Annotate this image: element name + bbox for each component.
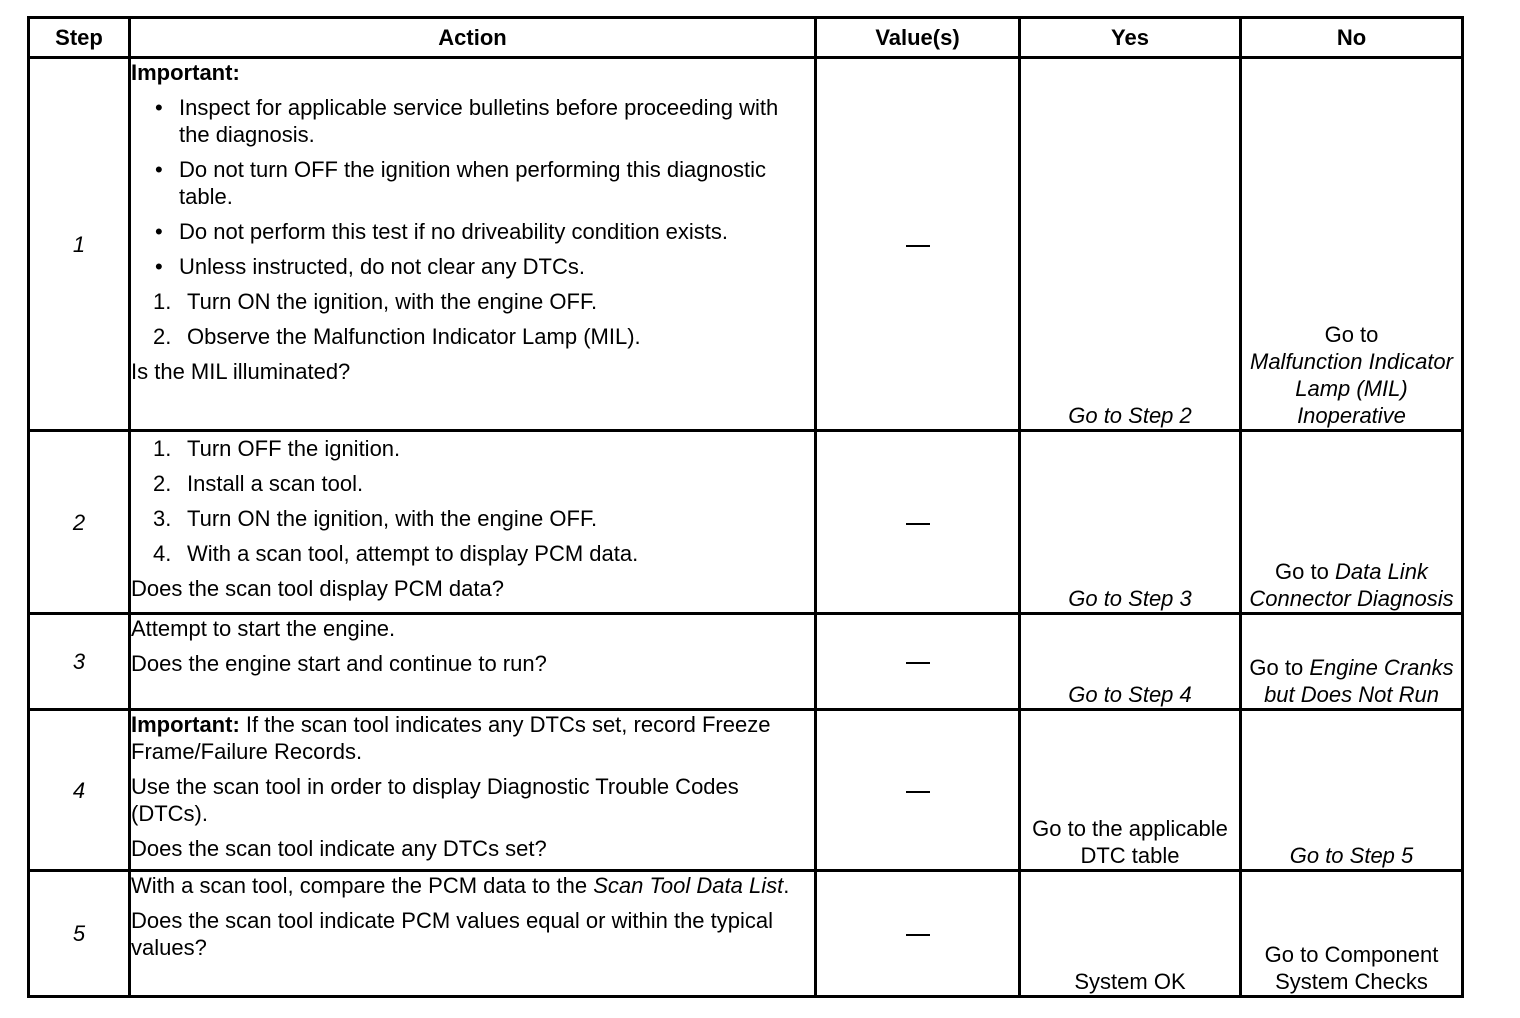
- yes-cell: Go to Step 4: [1020, 614, 1241, 710]
- procedure-step: 2. Install a scan tool.: [153, 471, 364, 496]
- value-cell: [816, 710, 1020, 871]
- no-cell: Go to Step 5: [1241, 710, 1463, 871]
- yes-cell: Go to Step 2: [1020, 58, 1241, 431]
- procedure-steps: [131, 435, 814, 567]
- header-yes: Yes: [1020, 18, 1241, 58]
- action-cell: [130, 58, 816, 431]
- table-row: [29, 614, 1463, 710]
- table-row: [29, 710, 1463, 871]
- action-cell: [130, 614, 816, 710]
- no-link: Malfunction Indicator Lamp (MIL) Inoperative: [1250, 349, 1453, 428]
- dash: [906, 934, 930, 936]
- table-row: [29, 58, 1463, 431]
- no-cell: Go to Engine Cranks but Does Not Run: [1241, 614, 1463, 710]
- action-cell: [130, 431, 816, 614]
- important-note: Important: If the scan tool indicates any DTCs set, record Freeze Frame/Failure Records.: [131, 712, 771, 764]
- dash: [906, 662, 930, 664]
- question: Does the scan tool indicate PCM values equal or within the typical values?: [131, 908, 774, 960]
- step-number: 2: [29, 431, 130, 614]
- action-text: Use the scan tool in order to display Diagnostic Trouble Codes (DTCs).: [131, 774, 739, 826]
- procedure-step: 2. Observe the Malfunction Indicator Lamp (MIL).: [153, 324, 641, 349]
- procedure-step: 1. Turn OFF the ignition.: [153, 436, 401, 461]
- action-text: With a scan tool, compare the PCM data to the Scan Tool Data List.: [131, 873, 790, 898]
- yes-cell: Go to the applicable DTC table: [1020, 710, 1241, 871]
- value-cell: [816, 871, 1020, 997]
- header-step: Step: [29, 18, 130, 58]
- no-cell: Go to Data Link Connector Diagnosis: [1241, 431, 1463, 614]
- step-number: 1: [29, 58, 130, 431]
- important-bullets: [131, 94, 814, 280]
- bullet-item: • Unless instructed, do not clear any DTCs.: [153, 253, 814, 280]
- important-label: Important:: [131, 60, 240, 85]
- table-row: [29, 871, 1463, 997]
- question: Is the MIL illuminated?: [131, 359, 351, 384]
- step-number: 3: [29, 614, 130, 710]
- action-cell: [130, 871, 816, 997]
- diagnostic-table: [27, 16, 1464, 998]
- step-number: 5: [29, 871, 130, 997]
- question: Does the scan tool display PCM data?: [131, 576, 504, 601]
- value-cell: [816, 58, 1020, 431]
- procedure-steps: [131, 288, 814, 350]
- header-row: [29, 18, 1463, 58]
- procedure-step: 4. With a scan tool, attempt to display PCM data.: [153, 541, 639, 566]
- value-cell: [816, 614, 1020, 710]
- no-link: Engine Cranks but Does Not Run: [1264, 655, 1454, 707]
- question: Does the engine start and continue to run?: [131, 651, 547, 676]
- procedure-step: 3. Turn ON the ignition, with the engine OFF.: [153, 506, 598, 531]
- table-row: [29, 431, 1463, 614]
- dash: [906, 791, 930, 793]
- dash: [906, 523, 930, 525]
- header-action: Action: [130, 18, 816, 58]
- action-cell: [130, 710, 816, 871]
- header-no: No: [1241, 18, 1463, 58]
- bullet-item: • Inspect for applicable service bulletins before proceeding with the diagnosis.: [153, 94, 814, 148]
- no-cell: Go to Component System Checks: [1241, 871, 1463, 997]
- bullet-item: • Do not turn OFF the ignition when performing this diagnostic table.: [153, 156, 814, 210]
- scan-tool-data-list-ref: Scan Tool Data List: [593, 873, 784, 898]
- action-text: Attempt to start the engine.: [131, 616, 396, 641]
- yes-cell: System OK: [1020, 871, 1241, 997]
- yes-cell: Go to Step 3: [1020, 431, 1241, 614]
- step-number: 4: [29, 710, 130, 871]
- question: Does the scan tool indicate any DTCs set?: [131, 836, 547, 861]
- procedure-step: 1. Turn ON the ignition, with the engine OFF.: [153, 289, 598, 314]
- bullet-item: • Do not perform this test if no driveability condition exists.: [153, 218, 814, 245]
- value-cell: [816, 431, 1020, 614]
- dash: [906, 245, 930, 247]
- no-cell: Go to Malfunction Indicator Lamp (MIL) Inoperative: [1241, 58, 1463, 431]
- header-value: Value(s): [816, 18, 1020, 58]
- no-link: Data Link Connector Diagnosis: [1249, 559, 1454, 611]
